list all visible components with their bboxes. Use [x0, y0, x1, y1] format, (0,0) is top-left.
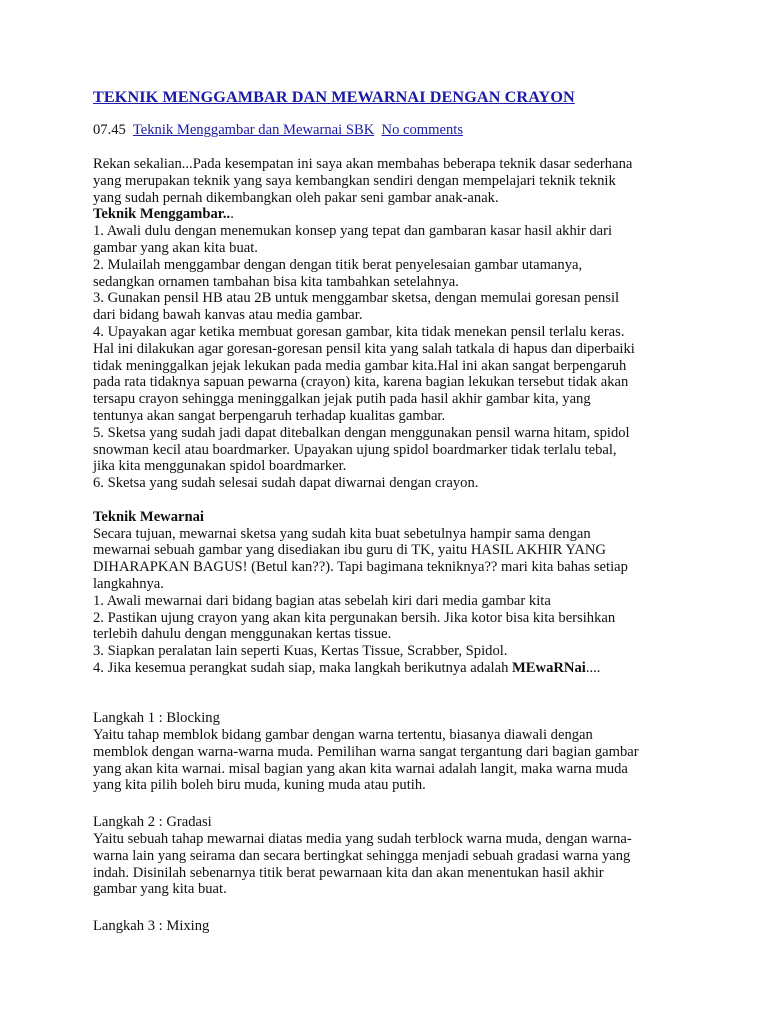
- list-line: sedangkan ornamen tambahan bisa kita tambahkan setelahnya.: [93, 273, 459, 290]
- list-line: tentunya akan sangat berpengaruh terhadap kualitas gambar.: [93, 407, 446, 424]
- list-line: Hal ini dilakukan agar goresan-goresan pensil kita yang salah tatkala di hapus dan diperbaiki: [93, 340, 635, 357]
- list-line: 5. Sketsa yang sudah jadi dapat ditebalkan dengan menggunakan pensil warna hitam, spidol: [93, 424, 630, 441]
- section-langkah-1: [93, 710, 683, 794]
- list-line: tersapu crayon sehingga meninggalkan jejak putih pada hasil akhir gambar kita, yang: [93, 391, 591, 408]
- text-line: langkahnya.: [93, 575, 164, 592]
- section-teknik-mewarnai: [93, 509, 683, 677]
- list-line: pada rata tidaknya sapuan pewarna (crayon) kita, karena bagian lekukan tersebut tidak akan: [93, 374, 629, 391]
- text-line: yang merupakan teknik yang saya kembangkan sendiri dengan mempelajari teknik teknik: [93, 172, 616, 189]
- list-line: 2. Pastikan ujung crayon yang akan kita pergunakan bersih. Jika kotor bisa kita bersihkan: [93, 609, 616, 626]
- list-line: 3. Gunakan pensil HB atau 2B untuk menggambar sketsa, dengan memulai goresan pensil: [93, 290, 620, 307]
- post-time: 07.45: [93, 122, 126, 138]
- last-prefix: 4. Jika kesemua perangkat sudah siap, maka langkah berikutnya adalah: [93, 659, 513, 676]
- spacer: [93, 694, 683, 711]
- section-teknik-menggambar: [93, 206, 683, 492]
- comments-link[interactable]: No comments: [381, 122, 464, 138]
- list-line: 3. Siapkan peralatan lain seperti Kuas, Kertas Tissue, Scrabber, Spidol.: [93, 643, 508, 660]
- spacer: [93, 794, 683, 814]
- mewarnai-bold: MEwaRNai: [512, 659, 586, 676]
- article-body: [93, 156, 683, 935]
- list-line: 4. Upayakan agar ketika membuat goresan gambar, kita tidak menekan pensil terlalu keras.: [93, 323, 625, 340]
- intro-paragraph: [93, 156, 683, 206]
- post-link[interactable]: Teknik Menggambar dan Mewarnai SBK: [132, 122, 375, 138]
- list-line: 1. Awali dulu dengan menemukan konsep yang tepat dan gambaran kasar hasil akhir dari: [93, 223, 613, 240]
- text-line: Rekan sekalian...Pada kesempatan ini saya akan membahas beberapa teknik dasar sederhana: [93, 156, 633, 172]
- spacer: [93, 492, 683, 509]
- text-line: yang sudah pernah dikembangkan oleh pakar seni gambar anak-anak.: [93, 189, 499, 206]
- text-line: Yaitu sebuah tahap mewarnai diatas media yang sudah terblock warna muda, dengan warna-: [93, 831, 632, 848]
- list-line: jika kita menggunakan spidol boardmarker.: [93, 458, 347, 475]
- text-line: memblok dengan warna-warna muda. Pemilihan warna sangat tergantung dari bagian gambar: [93, 743, 639, 760]
- step-heading: Langkah 1 : Blocking: [93, 710, 220, 727]
- post-meta: [93, 122, 463, 139]
- last-suffix: ....: [585, 659, 601, 676]
- list-line: snowman kecil atau boardmarker. Upayakan ujung spidol boardmarker tidak terlalu tebal,: [93, 441, 617, 458]
- step-heading: Langkah 2 : Gradasi: [93, 814, 212, 831]
- page-title[interactable]: TEKNIK MENGGAMBAR DAN MEWARNAI DENGAN CRAYON: [93, 88, 575, 106]
- text-line: mewarnai sebuah gambar yang disediakan ibu guru di TK, yaitu HASIL AKHIR YANG: [93, 542, 606, 559]
- text-line: yang kita pilih boleh biru muda, kuning muda atau putih.: [93, 777, 426, 794]
- section-heading-line: [93, 206, 683, 223]
- list-line: 2. Mulailah menggambar dengan dengan titik berat penyelesaian gambar utamanya,: [93, 256, 583, 273]
- step-heading: Langkah 3 : Mixing: [93, 918, 210, 935]
- text-line: indah. Disinilah sebenarnya titik berat pewarnaan kita dan akan menentukan hasil akhir: [93, 864, 604, 881]
- text-line: Yaitu tahap memblok bidang gambar dengan warna tertentu, biasanya diawali dengan: [93, 727, 593, 744]
- text-line: gambar yang kita buat.: [93, 881, 227, 898]
- section-langkah-3: [93, 918, 683, 935]
- section-heading: Teknik Menggambar..: [93, 206, 231, 223]
- text-line: DIHARAPKAN BAGUS! (Betul kan??). Tapi bagimana tekniknya?? mari kita bahas setiap: [93, 559, 628, 576]
- section-langkah-2: [93, 814, 683, 898]
- text-line: Secara tujuan, mewarnai sketsa yang sudah kita buat sebetulnya hampir sama dengan: [93, 525, 591, 542]
- list-line: 1. Awali mewarnai dari bidang bagian atas sebelah kiri dari media gambar kita: [93, 592, 551, 609]
- list-line: dari bidang bawah kanvas atau media gambar.: [93, 307, 363, 324]
- section-heading: Teknik Mewarnai: [93, 508, 204, 525]
- text-line: warna lain yang seirama dan secara bertingkat sehingga menjadi sebuah gradasi warna yang: [93, 847, 631, 864]
- list-line-last: [93, 660, 683, 677]
- spacer: [93, 677, 683, 694]
- text-line: yang akan kita warnai. misal bagian yang akan kita warnai adalah langit, maka warna muda: [93, 760, 628, 777]
- list-line: gambar yang akan kita buat.: [93, 239, 258, 256]
- heading-suffix: .: [230, 206, 234, 223]
- list-line: 6. Sketsa yang sudah selesai sudah dapat diwarnai dengan crayon.: [93, 475, 479, 492]
- list-line: terlebih dahulu dengan menggunakan kertas tissue.: [93, 626, 392, 643]
- list-line: tidak meninggalkan jejak lekukan pada media gambar kita.Hal ini akan sangat berpengaruh: [93, 357, 627, 374]
- spacer: [93, 898, 683, 918]
